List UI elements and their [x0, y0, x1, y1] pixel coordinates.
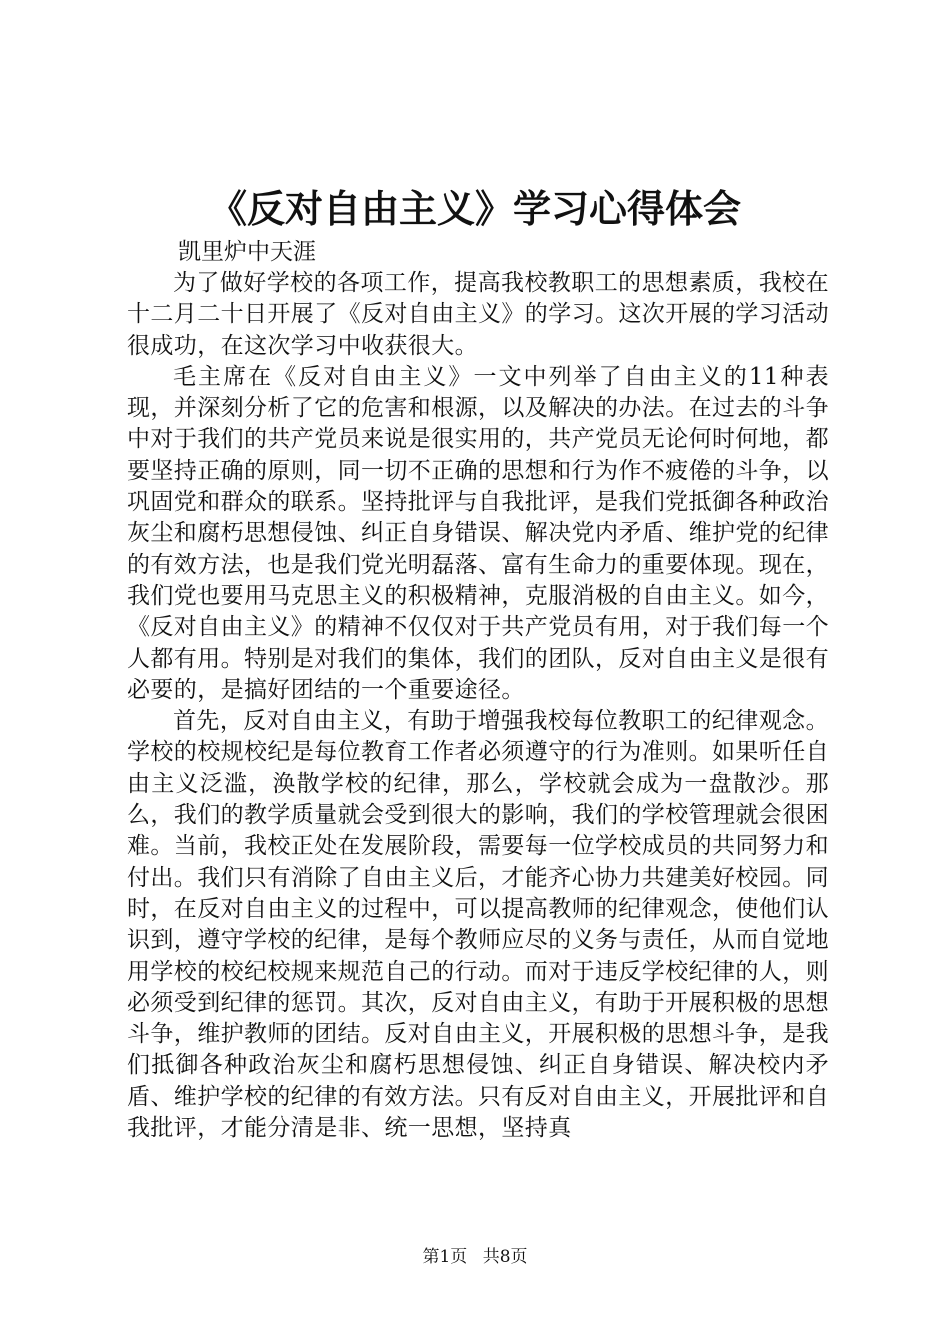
- paragraph: 为了做好学校的各项工作，提高我校教职工的思想素质，我校在十二月二十日开展了《反对自由主义》的学习。这次开展的学习活动很成功，在这次学习中收获很大。: [127, 270, 829, 359]
- paragraph: 毛主席在《反对自由主义》一文中列举了自由主义的11种表现，并深刻分析了它的危害和根源，以及解决的办法。在过去的斗争中对于我们的共产党员来说是很实用的，共产党员无论何时何地，都要坚持正确的原则，同一切不正确的思想和行为作不疲倦的斗争，以巩固党和群众的联系。坚持批评与自我批评，是我们党抵御各种政治灰尘和腐朽思想侵蚀、纠正自身错误、解决党内矛盾、维护党的纪律的有效方法，也是我们党光明磊落、富有生命力的重要体现。现在，我们党也要用马克思主义的积极精神，克服消极的自由主义。如今，《反对自由主义》的精神不仅仅对于共产党员有用，对于我们每一个人都有用。特别是对我们的集体，我们的团队，反对自由主义是很有必要的，是搞好团结的一个重要途径。: [127, 363, 829, 703]
- author-line: 凯里炉中天涯: [178, 239, 316, 265]
- page-number: 第1页: [422, 1247, 468, 1267]
- page-total: 共8页: [482, 1247, 528, 1267]
- document-title: 《反对自由主义》学习心得体会: [208, 186, 741, 231]
- document-body: [127, 268, 829, 1144]
- page-footer: [0, 1245, 950, 1269]
- paragraph: 首先，反对自由主义，有助于增强我校每位教职工的纪律观念。学校的校规校纪是每位教育工作者必须遵守的行为准则。如果听任自由主义泛滥，涣散学校的纪律，那么，学校就会成为一盘散沙。那么，我们的教学质量就会受到很大的影响，我们的学校管理就会很困难。当前，我校正处在发展阶段，需要每一位学校成员的共同努力和付出。我们只有消除了自由主义后，才能齐心协力共建美好校园。同时，在反对自由主义的过程中，可以提高教师的纪律观念，使他们认识到，遵守学校的纪律，是每个教师应尽的义务与责任，从而自觉地用学校的校纪校规来规范自己的行动。而对于违反学校纪律的人，则必须受到纪律的惩罚。其次，反对自由主义，有助于开展积极的思想斗争，维护教师的团结。反对自由主义，开展积极的思想斗争，是我们抵御各种政治灰尘和腐朽思想侵蚀、纠正自身错误、解决校内矛盾、维护学校的纪律的有效方法。只有反对自由主义，开展批评和自我批评，才能分清是非、统一思想，坚持真: [127, 708, 829, 1142]
